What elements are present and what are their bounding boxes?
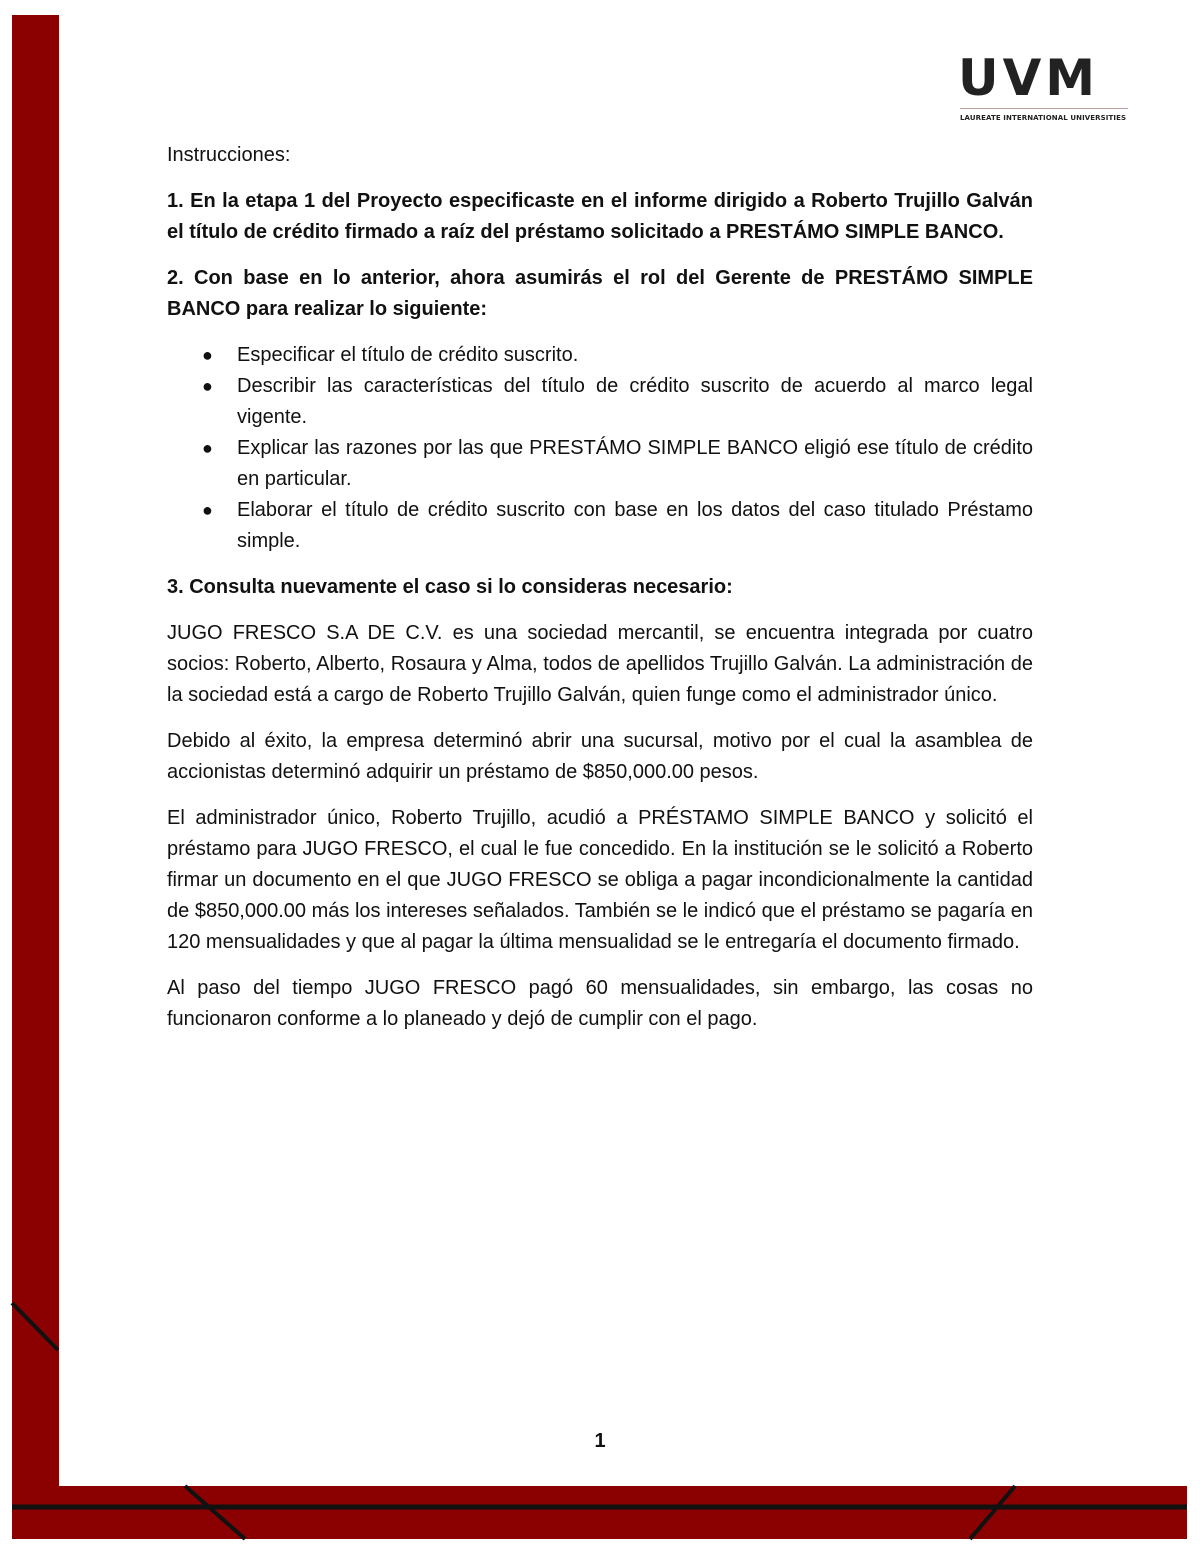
instruction-item-1: 1. En la etapa 1 del Proyecto especificaste en el informe dirigido a Roberto Trujillo Galván el título de crédito firmado a raíz del préstamo solicitado a PRESTÁMO SIMPLE BANCO. — [167, 190, 1033, 243]
page-number: 1 — [594, 1430, 606, 1452]
instructions-label: Instrucciones: — [167, 144, 291, 166]
task-text: Explicar las razones por las que PRESTÁMO SIMPLE BANCO eligió ese título de crédito en particular. — [237, 437, 1033, 490]
task-list-item — [202, 340, 1033, 371]
deco-diagonal-bottom-right — [970, 1486, 1015, 1539]
task-list-item — [202, 495, 1033, 557]
deco-diagonal-left — [12, 1303, 58, 1350]
logo-letters: UVM — [958, 49, 1100, 107]
case-paragraph: JUGO FRESCO S.A DE C.V. es una sociedad mercantil, se encuentra integrada por cuatro socios: Roberto, Alberto, Rosaura y Alma, todos de apellidos Trujillo Galván. La administración de la sociedad está a cargo de Roberto Trujillo Galván, quien funge como el administrador único. — [167, 622, 1033, 706]
instruction-item-3: 3. Consulta nuevamente el caso si lo consideras necesario: — [167, 576, 733, 598]
uvm-logo — [958, 49, 1130, 128]
logo-subtitle: LAUREATE INTERNATIONAL UNIVERSITIES — [960, 114, 1127, 122]
task-list-item — [202, 433, 1033, 495]
instruction-item-2: 2. Con base en lo anterior, ahora asumirás el rol del Gerente de PRESTÁMO SIMPLE BANCO para realizar lo siguiente: — [167, 267, 1033, 320]
deco-diagonal-bottom-left — [185, 1486, 245, 1539]
task-list-item — [202, 371, 1033, 433]
bullet-icon: ● — [202, 438, 213, 458]
task-text: Especificar el título de crédito suscrito. — [237, 344, 579, 366]
document-body — [167, 140, 1033, 1050]
bullet-icon: ● — [202, 376, 213, 396]
case-paragraph: El administrador único, Roberto Trujillo, acudió a PRÉSTAMO SIMPLE BANCO y solicitó el préstamo para JUGO FRESCO, el cual le fue concedido. En la institución se le solicitó a Roberto firmar un documento en el que JUGO FRESCO se obliga a pagar incondicionalmente la cantidad de $850,000.00 más los intereses señalados. También se le indicó que el préstamo se pagaría en 120 mensualidades y que al pagar la última mensualidad se le entregaría el documento firmado. — [167, 807, 1033, 953]
task-list — [167, 340, 1033, 557]
bullet-icon: ● — [202, 500, 213, 520]
bullet-icon: ● — [202, 345, 213, 365]
case-paragraph: Debido al éxito, la empresa determinó abrir una sucursal, motivo por el cual la asamblea de accionistas determinó adquirir un préstamo de $850,000.00 pesos. — [167, 730, 1033, 783]
task-text: Describir las características del título de crédito suscrito de acuerdo al marco legal vigente. — [237, 375, 1033, 428]
logo-rule — [960, 108, 1128, 109]
case-paragraph: Al paso del tiempo JUGO FRESCO pagó 60 mensualidades, sin embargo, las cosas no funcionaron conforme a lo planeado y dejó de cumplir con el pago. — [167, 977, 1033, 1030]
task-text: Elaborar el título de crédito suscrito con base en los datos del caso titulado Préstamo simple. — [237, 499, 1033, 552]
